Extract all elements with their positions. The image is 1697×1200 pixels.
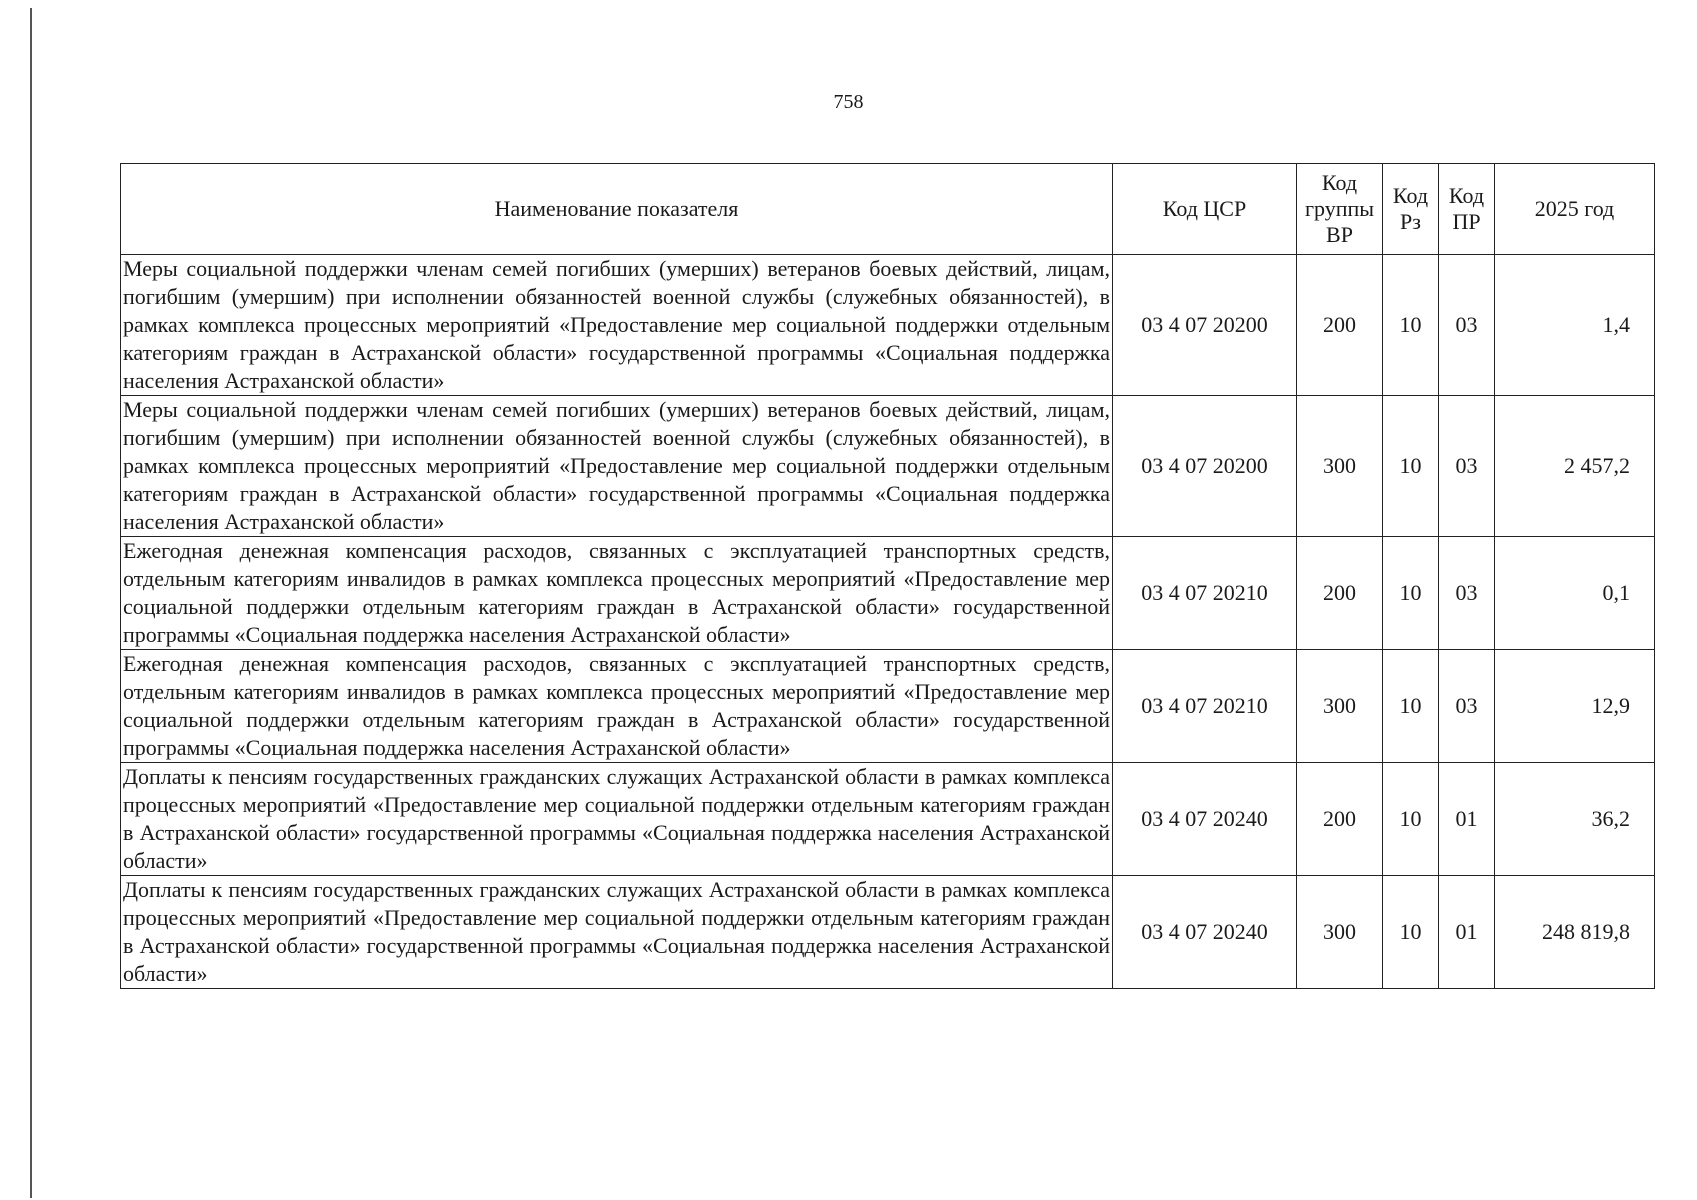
row-vr-cell: 300 xyxy=(1297,876,1383,989)
row-rz-cell: 10 xyxy=(1383,255,1439,396)
row-name-cell: Меры социальной поддержки членам семей погибших (умерших) ветеранов боевых действий, лицам, погибшим (умершим) при исполнении обязанностей военной службы (служебных обязанностей), в рамках комплекса процессных мероприятий «Предоставление мер социальной поддержки отдельным категориям граждан в Астраханской области» государственной программы «Социальная поддержка населения Астраханской области» xyxy=(121,255,1113,396)
header-pr-code: Код ПР xyxy=(1439,164,1495,255)
row-csr-cell: 03 4 07 20210 xyxy=(1113,650,1297,763)
row-amount-cell: 0,1 xyxy=(1495,537,1655,650)
row-name-cell: Ежегодная денежная компенсация расходов, связанных с эксплуатацией транспортных средств, отдельным категориям инвалидов в рамках комплекса процессных мероприятий «Предоставление мер социальной поддержки отдельным категориям граждан в Астраханской области» государственной программы «Социальная поддержка населения Астраханской области» xyxy=(121,650,1113,763)
header-rz-code: Код Рз xyxy=(1383,164,1439,255)
binding-line xyxy=(30,8,32,1198)
row-rz-cell: 10 xyxy=(1383,763,1439,876)
row-amount-cell: 12,9 xyxy=(1495,650,1655,763)
row-pr-cell: 03 xyxy=(1439,537,1495,650)
row-amount-cell: 1,4 xyxy=(1495,255,1655,396)
row-rz-cell: 10 xyxy=(1383,537,1439,650)
row-pr-cell: 03 xyxy=(1439,396,1495,537)
header-vr-code: Код группы ВР xyxy=(1297,164,1383,255)
page-number: 758 xyxy=(833,91,864,113)
row-pr-cell: 01 xyxy=(1439,763,1495,876)
row-vr-cell: 300 xyxy=(1297,396,1383,537)
table-row xyxy=(121,763,1655,876)
row-rz-cell: 10 xyxy=(1383,650,1439,763)
row-csr-cell: 03 4 07 20200 xyxy=(1113,255,1297,396)
row-vr-cell: 300 xyxy=(1297,650,1383,763)
row-csr-cell: 03 4 07 20240 xyxy=(1113,876,1297,989)
table-row xyxy=(121,650,1655,763)
row-csr-cell: 03 4 07 20240 xyxy=(1113,763,1297,876)
budget-table-container xyxy=(120,163,1654,989)
header-year-2025: 2025 год xyxy=(1495,164,1655,255)
row-name-cell: Меры социальной поддержки членам семей погибших (умерших) ветеранов боевых действий, лицам, погибшим (умершим) при исполнении обязанностей военной службы (служебных обязанностей), в рамках комплекса процессных мероприятий «Предоставление мер социальной поддержки отдельным категориям граждан в Астраханской области» государственной программы «Социальная поддержка населения Астраханской области» xyxy=(121,396,1113,537)
header-name: Наименование показателя xyxy=(121,164,1113,255)
row-pr-cell: 03 xyxy=(1439,650,1495,763)
row-pr-cell: 01 xyxy=(1439,876,1495,989)
row-amount-cell: 36,2 xyxy=(1495,763,1655,876)
table-row xyxy=(121,876,1655,989)
header-csr-code: Код ЦСР xyxy=(1113,164,1297,255)
row-name-cell: Ежегодная денежная компенсация расходов, связанных с эксплуатацией транспортных средств, отдельным категориям инвалидов в рамках комплекса процессных мероприятий «Предоставление мер социальной поддержки отдельным категориям граждан в Астраханской области» государственной программы «Социальная поддержка населения Астраханской области» xyxy=(121,537,1113,650)
row-name-cell: Доплаты к пенсиям государственных гражданских служащих Астраханской области в рамках комплекса процессных мероприятий «Предоставление мер социальной поддержки отдельным категориям граждан в Астраханской области» государственной программы «Социальная поддержка населения Астраханской области» xyxy=(121,876,1113,989)
table-row xyxy=(121,537,1655,650)
row-csr-cell: 03 4 07 20210 xyxy=(1113,537,1297,650)
row-amount-cell: 248 819,8 xyxy=(1495,876,1655,989)
row-vr-cell: 200 xyxy=(1297,763,1383,876)
table-row xyxy=(121,396,1655,537)
row-vr-cell: 200 xyxy=(1297,537,1383,650)
row-amount-cell: 2 457,2 xyxy=(1495,396,1655,537)
budget-table xyxy=(120,163,1655,989)
row-vr-cell: 200 xyxy=(1297,255,1383,396)
row-csr-cell: 03 4 07 20200 xyxy=(1113,396,1297,537)
row-rz-cell: 10 xyxy=(1383,876,1439,989)
row-rz-cell: 10 xyxy=(1383,396,1439,537)
table-header-row xyxy=(121,164,1655,255)
table-row xyxy=(121,255,1655,396)
row-pr-cell: 03 xyxy=(1439,255,1495,396)
row-name-cell: Доплаты к пенсиям государственных гражданских служащих Астраханской области в рамках комплекса процессных мероприятий «Предоставление мер социальной поддержки отдельным категориям граждан в Астраханской области» государственной программы «Социальная поддержка населения Астраханской области» xyxy=(121,763,1113,876)
